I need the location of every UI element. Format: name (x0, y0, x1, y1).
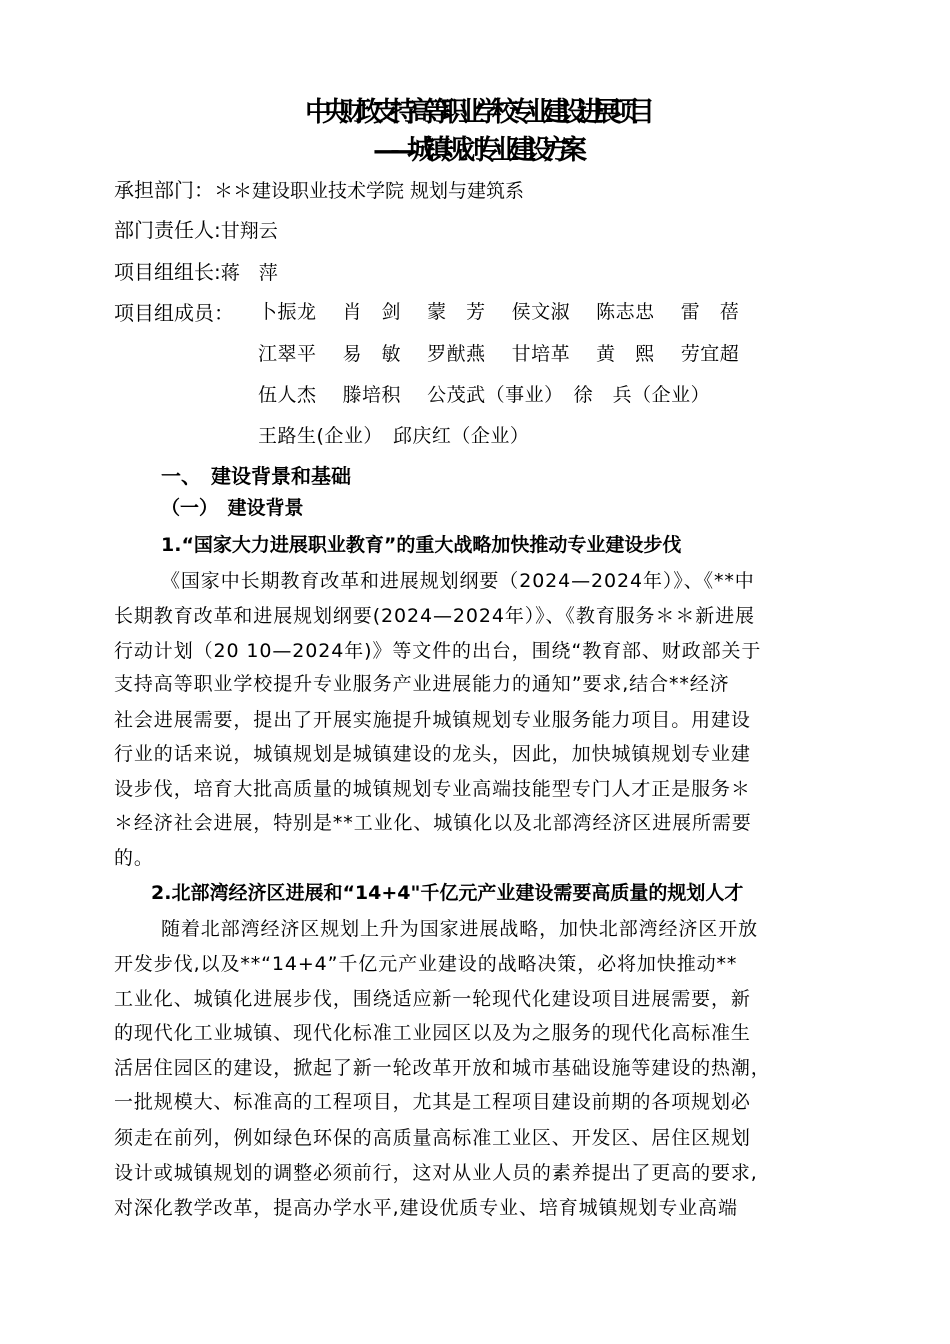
paragraph-line: ＊经济社会进展，特别是**工业化、城镇化以及北部湾经济区进展所需要 (114, 812, 752, 834)
item-heading: 1.“国家大力进展职业教育”的重大战略加快推动专业建设步伐 (161, 534, 682, 556)
department-value: ＊＊建设职业技术学院 规划与建筑系 (214, 180, 525, 202)
paragraph-line: 一批规模大、标准高的工程项目，尤其是工程项目建设前期的各项规划必 (114, 1091, 751, 1113)
subsection-heading: （一） 建设背景 (161, 497, 304, 519)
document-title: 中央财政支持高等职业学校专业建设进展项目 (305, 97, 645, 128)
paragraph-line: 随着北部湾经济区规划上升为国家进展战略，加快北部湾经济区开放 (161, 918, 759, 940)
team-members-row: 卜振龙 肖 剑 蒙 芳 侯文淑 陈志忠 雷 蓓 (258, 301, 740, 323)
paragraph-line: 活居住园区的建设，掀起了新一轮改革开放和城市基础设施等建设的热潮， (114, 1057, 771, 1079)
team-members-label-line (114, 297, 234, 326)
paragraph-line: 行动计划（20 10—2024年)》等文件的出台，围绕“教育部、财政部关于 (114, 640, 762, 662)
paragraph-line: 社会进展需要，提出了开展实施提升城镇规划专业服务能力项目。用建设 (114, 709, 751, 731)
paragraph-line: 设计或城镇规划的调整必须前行，这对从业人员的素养提出了更高的要求, (114, 1162, 758, 1184)
document-subtitle: ——城镇规划专业建设方案 (373, 135, 577, 166)
paragraph-line: 支持高等职业学校提升专业服务产业进展能力的通知”要求,结合**经济 (114, 673, 730, 695)
paragraph-line: 开发步伐,以及**“14+4”千亿元产业建设的战略决策，必将加快推动** (114, 953, 738, 975)
section-heading: 一、 建设背景和基础 (161, 464, 351, 488)
team-leader-line (114, 256, 278, 285)
department-head-value: 甘翔云 (220, 220, 278, 242)
paragraph-line: 对深化教学改革，提高办学水平,建设优质专业、培育城镇规划专业高端 (114, 1197, 738, 1219)
paragraph-line: 工业化、城镇化进展步伐，围绕适应新一轮现代化建设项目进展需要，新 (114, 988, 751, 1010)
team-members-row: 伍人杰 滕培积 公茂武（事业） 徐 兵（企业） (258, 384, 711, 406)
paragraph-line: 长期教育改革和进展规划纲要(2024—2024年）》、《教育服务＊＊新进展 (114, 605, 755, 627)
team-leader-label: 项目组组长: (114, 260, 221, 284)
department-head-line (114, 214, 278, 243)
paragraph-line: 设步伐，培育大批高质量的城镇规划专业高端技能型专门人才正是服务＊ (114, 778, 751, 800)
team-members-row: 江翠平 易 敏 罗猷燕 甘培革 黄 熙 劳宜超 (258, 343, 740, 365)
item-heading: 2.北部湾经济区进展和“14+4"千亿元产业建设需要高质量的规划人才 (151, 882, 744, 904)
department-label: 承担部门： (114, 178, 214, 202)
paragraph-line: 行业的话来说，城镇规划是城镇建设的龙头，因此，加快城镇规划专业建 (114, 743, 751, 765)
department-line (114, 174, 524, 203)
paragraph-line: 《国家中长期教育改革和进展规划纲要（2024—2024年）》、《**中 (161, 570, 755, 592)
paragraph-line: 须走在前列，例如绿色环保的高质量高标准工业区、开发区、居住区规划 (114, 1127, 751, 1149)
paragraph-line: 的。 (114, 847, 154, 869)
team-members-row: 王路生(企业） 邱庆红（企业） (258, 425, 530, 447)
paragraph-line: 的现代化工业城镇、现代化标准工业园区以及为之服务的现代化高标准生 (114, 1022, 751, 1044)
team-members-label: 项目组成员： (114, 301, 234, 325)
department-head-label: 部门责任人: (114, 218, 221, 242)
team-leader-value: 蒋 萍 (220, 262, 278, 284)
